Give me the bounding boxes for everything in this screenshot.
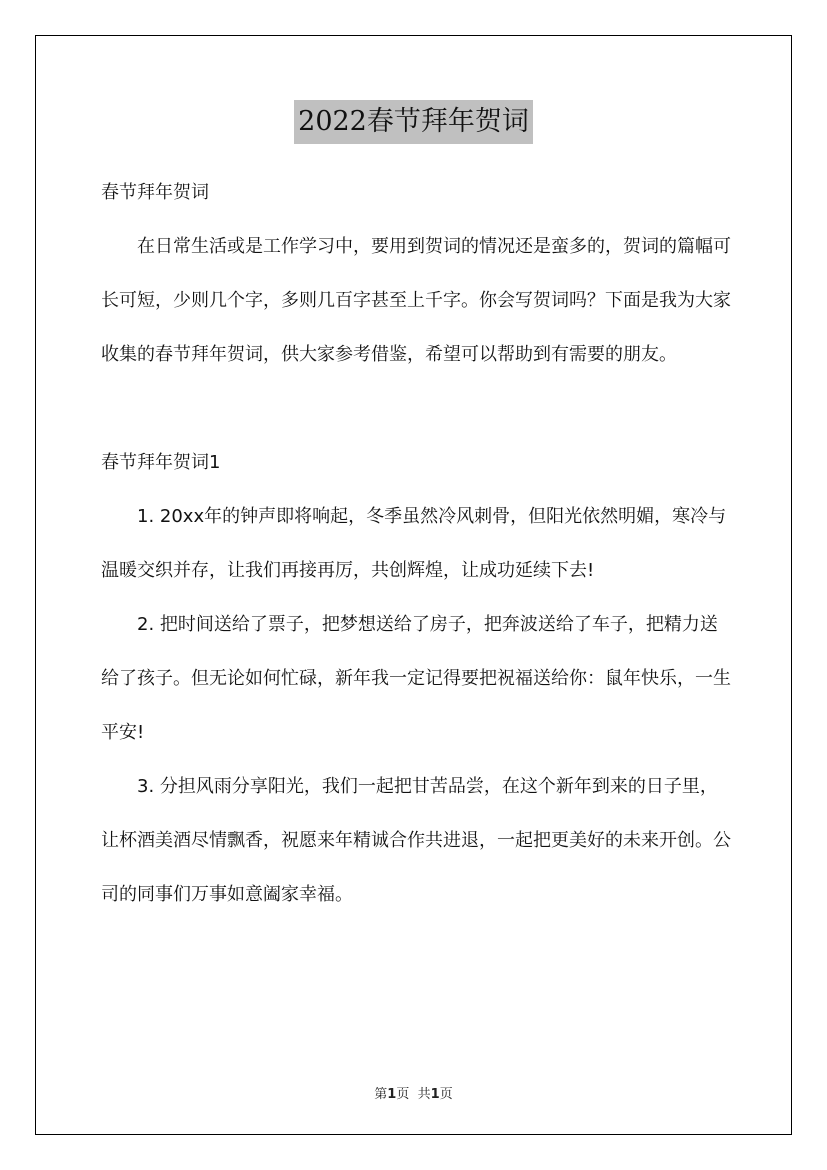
page-number: 1 xyxy=(387,1087,397,1102)
document-body xyxy=(101,166,731,922)
total-number: 1 xyxy=(430,1087,440,1102)
greeting-item-1: 1. 20xx年的钟声即将响起，冬季虽然冷风刺骨，但阳光依然明媚，寒冷与温暖交织并存，让我们再接再厉，共创辉煌，让成功延续下去! xyxy=(101,506,727,581)
page-label: 页 xyxy=(396,1087,410,1102)
page-footer xyxy=(0,1083,827,1102)
total-label: 页 xyxy=(439,1087,453,1102)
section-spacer xyxy=(101,382,731,436)
greeting-item-3: 3. 分担风雨分享阳光，我们一起把甘苦品尝，在这个新年到来的日子里，让杯酒美酒尽情飘香，祝愿来年精诚合作共进退，一起把更美好的未来开创。公司的同事们万事如意阖家幸福。 xyxy=(101,776,731,905)
total-prefix: 共 xyxy=(417,1087,431,1102)
title-container xyxy=(0,100,827,144)
intro-heading: 春节拜年贺词 xyxy=(101,182,209,203)
document-title: 2022春节拜年贺词 xyxy=(294,100,533,144)
intro-paragraph: 在日常生活或是工作学习中，要用到贺词的情况还是蛮多的，贺词的篇幅可长可短，少则几个字，多则几百字甚至上千字。你会写贺词吗？下面是我为大家收集的春节拜年贺词，供大家参考借鉴，希望可以帮助到有需要的朋友。 xyxy=(101,236,731,365)
greeting-item-2: 2. 把时间送给了票子，把梦想送给了房子，把奔波送给了车子，把精力送给了孩子。但无论如何忙碌，新年我一定记得要把祝福送给你：鼠年快乐，一生平安! xyxy=(101,614,731,743)
page-prefix: 第 xyxy=(374,1087,388,1102)
section1-heading: 春节拜年贺词1 xyxy=(101,452,221,473)
